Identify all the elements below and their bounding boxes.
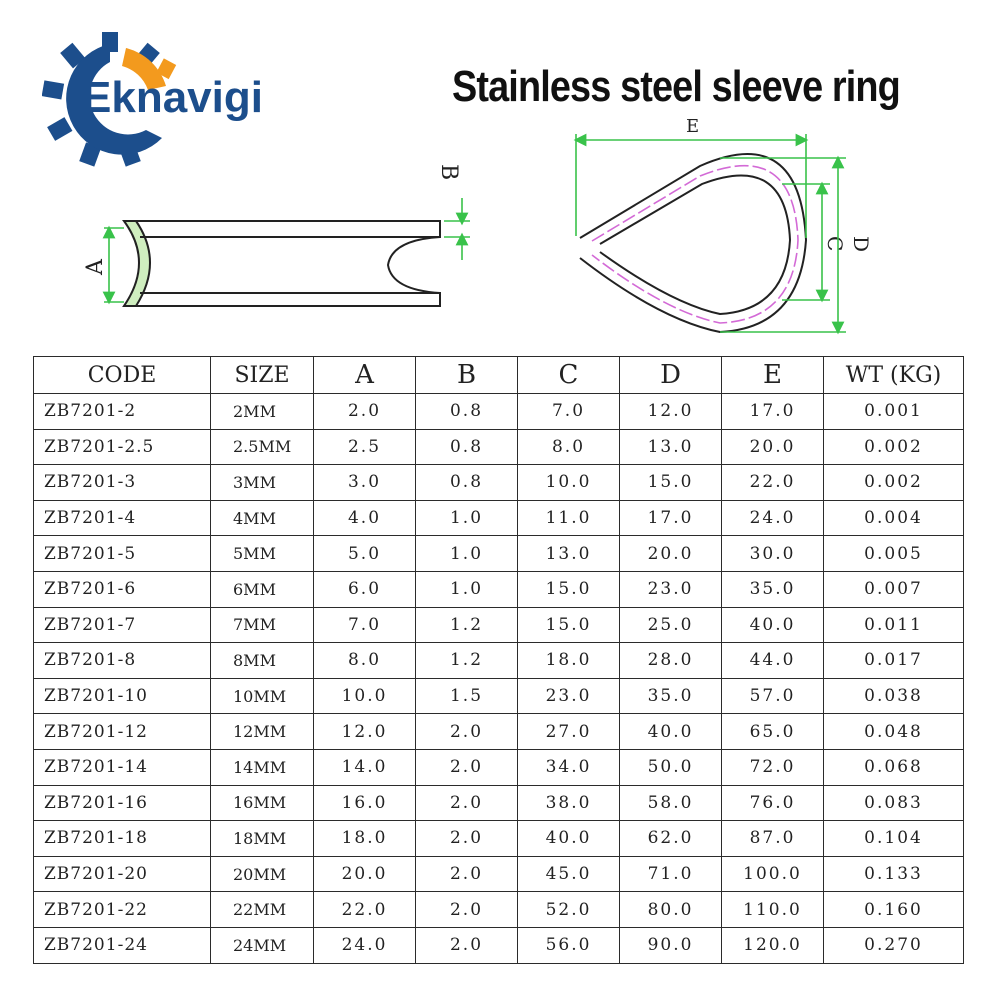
cell-code: ZB7201-14 [34, 749, 211, 785]
cell-a: 2.0 [314, 394, 416, 430]
table-row [34, 927, 964, 963]
header-size: SIZE [211, 357, 314, 394]
cell-size: 20MM [211, 856, 314, 892]
cell-code: ZB7201-2.5 [34, 429, 211, 465]
table-row [34, 714, 964, 750]
table-row [34, 500, 964, 536]
cell-weight: 0.068 [824, 749, 964, 785]
cell-d: 80.0 [620, 892, 722, 928]
cell-size: 8MM [211, 643, 314, 679]
cell-size: 5MM [211, 536, 314, 572]
cell-b: 0.8 [416, 429, 518, 465]
cell-c: 34.0 [518, 749, 620, 785]
cell-e: 57.0 [722, 678, 824, 714]
cell-d: 15.0 [620, 465, 722, 501]
table-row [34, 821, 964, 857]
cell-d: 50.0 [620, 749, 722, 785]
cell-d: 71.0 [620, 856, 722, 892]
table-row [34, 856, 964, 892]
cell-a: 22.0 [314, 892, 416, 928]
cell-d: 62.0 [620, 821, 722, 857]
cell-size: 10MM [211, 678, 314, 714]
dimension-b [444, 198, 470, 260]
cell-code: ZB7201-5 [34, 536, 211, 572]
technical-drawing [0, 110, 1000, 350]
cell-size: 24MM [211, 927, 314, 963]
cell-code: ZB7201-2 [34, 394, 211, 430]
header-e: E [722, 357, 824, 394]
cell-weight: 0.133 [824, 856, 964, 892]
cell-b: 2.0 [416, 856, 518, 892]
cell-a: 5.0 [314, 536, 416, 572]
cell-size: 2MM [211, 394, 314, 430]
header-d: D [620, 357, 722, 394]
table-row [34, 536, 964, 572]
header-b: B [416, 357, 518, 394]
cell-c: 56.0 [518, 927, 620, 963]
cell-e: 44.0 [722, 643, 824, 679]
cell-a: 20.0 [314, 856, 416, 892]
cell-c: 45.0 [518, 856, 620, 892]
cell-weight: 0.005 [824, 536, 964, 572]
cell-weight: 0.011 [824, 607, 964, 643]
cell-b: 1.0 [416, 536, 518, 572]
cell-c: 40.0 [518, 821, 620, 857]
cell-weight: 0.104 [824, 821, 964, 857]
cell-weight: 0.007 [824, 571, 964, 607]
cell-b: 1.2 [416, 607, 518, 643]
cell-c: 23.0 [518, 678, 620, 714]
table-row [34, 643, 964, 679]
cell-a: 18.0 [314, 821, 416, 857]
cell-c: 10.0 [518, 465, 620, 501]
cell-a: 4.0 [314, 500, 416, 536]
cell-e: 22.0 [722, 465, 824, 501]
cell-c: 52.0 [518, 892, 620, 928]
label-b: B [436, 164, 461, 181]
cell-a: 8.0 [314, 643, 416, 679]
cell-weight: 0.004 [824, 500, 964, 536]
cell-a: 16.0 [314, 785, 416, 821]
cell-c: 15.0 [518, 571, 620, 607]
cell-size: 4MM [211, 500, 314, 536]
table-row [34, 678, 964, 714]
table-header-row [34, 357, 964, 394]
cell-weight: 0.038 [824, 678, 964, 714]
label-d: D [849, 236, 873, 253]
cell-a: 14.0 [314, 749, 416, 785]
cell-d: 40.0 [620, 714, 722, 750]
thimble-centerline [592, 166, 798, 323]
cell-e: 76.0 [722, 785, 824, 821]
cell-c: 7.0 [518, 394, 620, 430]
table-row [34, 607, 964, 643]
cell-d: 58.0 [620, 785, 722, 821]
cell-size: 3MM [211, 465, 314, 501]
cell-d: 12.0 [620, 394, 722, 430]
cell-code: ZB7201-20 [34, 856, 211, 892]
cell-e: 30.0 [722, 536, 824, 572]
table-row [34, 394, 964, 430]
cell-e: 87.0 [722, 821, 824, 857]
cell-b: 2.0 [416, 714, 518, 750]
cell-a: 12.0 [314, 714, 416, 750]
cell-code: ZB7201-10 [34, 678, 211, 714]
cell-e: 110.0 [722, 892, 824, 928]
cell-b: 2.0 [416, 892, 518, 928]
cell-weight: 0.017 [824, 643, 964, 679]
cell-c: 15.0 [518, 607, 620, 643]
cell-code: ZB7201-18 [34, 821, 211, 857]
cell-d: 90.0 [620, 927, 722, 963]
cell-size: 18MM [211, 821, 314, 857]
cell-size: 14MM [211, 749, 314, 785]
table-row [34, 571, 964, 607]
table-row [34, 892, 964, 928]
page-title: Stainless steel sleeve ring [452, 62, 900, 111]
header-c: C [518, 357, 620, 394]
label-e: E [686, 116, 700, 137]
cell-size: 22MM [211, 892, 314, 928]
cell-a: 24.0 [314, 927, 416, 963]
cell-d: 20.0 [620, 536, 722, 572]
cell-a: 3.0 [314, 465, 416, 501]
cell-e: 20.0 [722, 429, 824, 465]
cell-e: 120.0 [722, 927, 824, 963]
cell-d: 35.0 [620, 678, 722, 714]
cell-size: 2.5MM [211, 429, 314, 465]
cell-a: 6.0 [314, 571, 416, 607]
cell-c: 11.0 [518, 500, 620, 536]
cell-d: 13.0 [620, 429, 722, 465]
cell-d: 23.0 [620, 571, 722, 607]
cell-b: 2.0 [416, 821, 518, 857]
cell-c: 18.0 [518, 643, 620, 679]
cell-weight: 0.002 [824, 465, 964, 501]
cell-code: ZB7201-16 [34, 785, 211, 821]
cell-code: ZB7201-12 [34, 714, 211, 750]
cell-c: 27.0 [518, 714, 620, 750]
header-code: CODE [34, 357, 211, 394]
cell-weight: 0.002 [824, 429, 964, 465]
cell-c: 8.0 [518, 429, 620, 465]
cell-e: 65.0 [722, 714, 824, 750]
cell-weight: 0.001 [824, 394, 964, 430]
cell-weight: 0.270 [824, 927, 964, 963]
cell-weight: 0.048 [824, 714, 964, 750]
cell-a: 7.0 [314, 607, 416, 643]
cell-a: 10.0 [314, 678, 416, 714]
spec-table [33, 356, 964, 964]
cell-b: 1.5 [416, 678, 518, 714]
cell-b: 2.0 [416, 785, 518, 821]
table-row [34, 785, 964, 821]
cell-b: 1.0 [416, 571, 518, 607]
cell-d: 25.0 [620, 607, 722, 643]
cell-size: 7MM [211, 607, 314, 643]
cell-d: 28.0 [620, 643, 722, 679]
cell-e: 17.0 [722, 394, 824, 430]
cell-e: 72.0 [722, 749, 824, 785]
cell-size: 16MM [211, 785, 314, 821]
cell-code: ZB7201-7 [34, 607, 211, 643]
cell-code: ZB7201-3 [34, 465, 211, 501]
header-a: A [314, 357, 416, 394]
brand-name: Eknavigi [82, 73, 263, 122]
label-c: C [823, 236, 847, 252]
cell-b: 1.2 [416, 643, 518, 679]
cell-e: 100.0 [722, 856, 824, 892]
cell-weight: 0.083 [824, 785, 964, 821]
cell-c: 13.0 [518, 536, 620, 572]
header-weight: WT (KG) [824, 357, 964, 394]
cell-d: 17.0 [620, 500, 722, 536]
cell-c: 38.0 [518, 785, 620, 821]
cell-e: 40.0 [722, 607, 824, 643]
cell-b: 0.8 [416, 394, 518, 430]
cell-weight: 0.160 [824, 892, 964, 928]
label-a: A [83, 259, 108, 275]
cell-size: 6MM [211, 571, 314, 607]
table-row [34, 749, 964, 785]
cell-b: 0.8 [416, 465, 518, 501]
cell-e: 35.0 [722, 571, 824, 607]
cell-b: 2.0 [416, 749, 518, 785]
cell-size: 12MM [211, 714, 314, 750]
cell-code: ZB7201-24 [34, 927, 211, 963]
table-row [34, 429, 964, 465]
cell-code: ZB7201-8 [34, 643, 211, 679]
cell-a: 2.5 [314, 429, 416, 465]
cross-section-view [124, 221, 440, 306]
cell-code: ZB7201-22 [34, 892, 211, 928]
cell-b: 1.0 [416, 500, 518, 536]
cell-code: ZB7201-4 [34, 500, 211, 536]
cell-code: ZB7201-6 [34, 571, 211, 607]
cell-b: 2.0 [416, 927, 518, 963]
table-row [34, 465, 964, 501]
cell-e: 24.0 [722, 500, 824, 536]
